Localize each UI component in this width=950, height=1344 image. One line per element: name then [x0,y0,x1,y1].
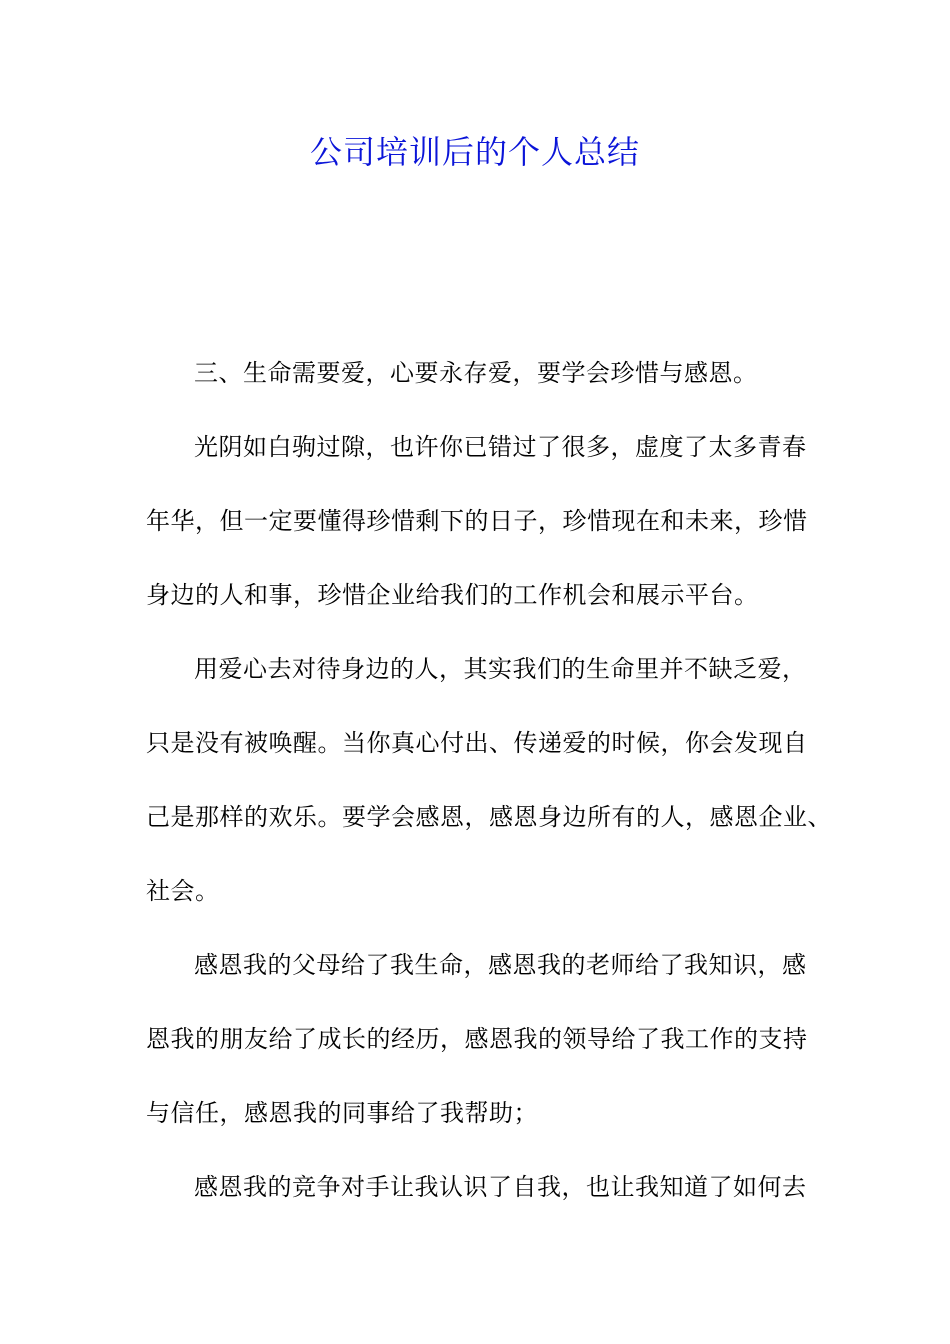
paragraph-line: 感恩我的父母给了我生命，感恩我的老师给了我知识，感 [194,951,807,979]
document-title: 公司培训后的个人总结 [309,133,640,171]
document-body [146,336,832,1224]
paragraph-line: 与信任，感恩我的同事给了我帮助； [146,1099,538,1127]
paragraph-line: 社会。 [146,877,220,905]
paragraph-line: 恩我的朋友给了成长的经历，感恩我的领导给了我工作的支持 [146,1025,808,1053]
paragraph-line: 只是没有被唤醒。当你真心付出、传递爱的时候，你会发现自 [146,729,808,757]
paragraph-line: 年华，但一定要懂得珍惜剩下的日子，珍惜现在和未来，珍惜 [146,507,808,535]
paragraph-line: 光阴如白驹过隙，也许你已错过了很多，虚度了太多青春 [194,433,807,461]
paragraph-line: 己是那样的欢乐。要学会感恩，感恩身边所有的人，感恩企业、 [146,803,832,831]
paragraph-line: 感恩我的竞争对手让我认识了自我，也让我知道了如何去 [194,1173,807,1201]
paragraph-line: 身边的人和事，珍惜企业给我们的工作机会和展示平台。 [146,581,759,609]
paragraph-4 [146,928,826,1150]
paragraph-line: 三、生命需要爱，心要永存爱，要学会珍惜与感恩。 [194,359,758,387]
paragraph-5 [146,1150,826,1224]
paragraph-1 [146,336,826,410]
paragraph-3 [146,632,832,928]
paragraph-2 [146,410,826,632]
paragraph-line: 用爱心去对待身边的人，其实我们的生命里并不缺乏爱， [194,655,807,683]
